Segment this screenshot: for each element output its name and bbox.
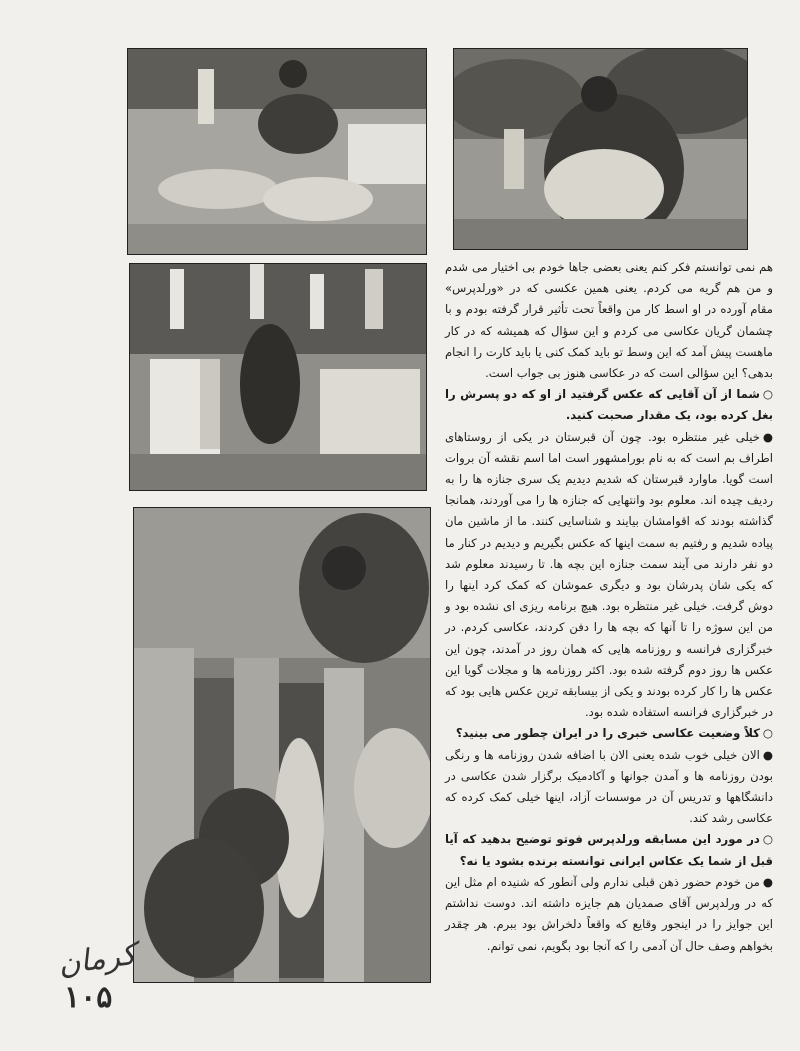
question-marker: ○: [762, 387, 773, 402]
paragraph-intro: هم نمی توانستم فکر کنم یعنی بعضی جاها خودم بی اختیار می شدم و من هم گریه می کردم. یعنی همین عکسی که در «ورلدپرس» مقام آورده در او اسط کار من واقعاً تحت تأثیر قرار گرفته بودم و با چشمان گریان عکاسی می کردم و این سؤال که همیشه که در کار ماهست پیش آمد که این وسط تو باید کمک کنی یا باید کارت را انجام بدهی؟ این سؤالی است که در عکاسی هنوز بی جواب است.: [445, 260, 773, 381]
page-number: ۱۰۵: [64, 980, 113, 1015]
answer-2-text: الان خیلی خوب شده یعنی الان با اضافه شدن روزنامه ها و رنگی بودن روزنامه ها و آمدن جوانها و آکادمیک برگزار شدن عکاسی در دانشگاهها و تدریس آن در موسسات آزاد، اینها خیلی کمک کرده که عکاسی رشد کند.: [445, 747, 773, 826]
question-1: [445, 384, 773, 426]
question-marker: ○: [762, 726, 773, 741]
question-3: [445, 829, 773, 871]
question-2: [445, 723, 773, 744]
photo-man-kneeling-by-bodies: [127, 48, 427, 255]
answer-3-text: من خودم حضور ذهن قبلی ندارم ولی آنطور که شنیده ام مثل این که در ورلدپرس آقای صمدیان هم جایزه داشته اند. دوست نداشتم این جوایز را در اینجور وقایع که واقعاً دلخراش بود ببرم. هر چقدر بخواهم وصف حال آن آدمی را که آنجا بود بگویم، نمی توانم.: [445, 874, 773, 953]
photo-cemetery-with-flags: [129, 263, 427, 491]
answer-marker: ●: [762, 429, 773, 444]
question-1-text: شما از آن آقایی که عکس گرفتید از او که دو پسرش را بغل کرده بود، یک مقدار صحبت کنید.: [445, 387, 773, 423]
answer-3: [445, 872, 773, 957]
question-3-text: در مورد این مسابقه ورلدپرس فوتو توضیح بدهید که آیا قبل از شما یک عکاس ایرانی توانسته برنده بشود یا نه؟: [445, 832, 773, 868]
magazine-logo: کرمان: [55, 936, 139, 983]
article-text: [445, 257, 773, 957]
answer-2: [445, 745, 773, 830]
answer-1: [445, 427, 773, 724]
answer-marker: ●: [762, 747, 773, 762]
question-2-text: کلاً وضعیت عکاسی خبری را در ایران چطور می بینید؟: [455, 726, 760, 741]
question-marker: ○: [762, 832, 773, 847]
answer-1-text: خیلی غیر منتظره بود. چون آن قبرستان در یکی از روستاهای اطراف بم است که به نام بورامشهور است اما اسم نقشه آن بروات است گویا. ماوارد قبرستان که شدیم دیدیم یک سری جنازه ها را به ردیف چیده اند. معلوم بود وانتهایی که جنازه ها را می آوردند، همانجا گذاشته بودند که اقوامشان بیایند و شناسایی کنند. ما از ماشین مان پیاده شدیم و رفتیم به سمت اینها که عکس بگیریم و دیدیم در کنار ما دو نفر دارند می آیند سمت جنازه این بچه ها. تا رسیدند معلوم شد که یکی شان پدرشان بود و دیگری عموشان که کمک کرد اینها را دوش گرفت. خیلی غیر منتظره بود. هیچ برنامه ریزی ای نشده بود و من این سوژه را تا آنها که بچه ها را دفن کردند، عکاسی کردم. در خبرگزاری فرانسه و روزنامه هایی که همان روز در آمدند، چون این عکس ها روز دوم گرفته شده بود. اکثر روزنامه ها و مجلات گویا این عکس ها را کار کرده بودند و یکی از بیسابقه ترین عکس هایی بود که در خبرگزاری فرانسه استفاده شده بود.: [445, 429, 773, 720]
answer-marker: ●: [762, 874, 773, 889]
photo-man-carrying-child: [453, 48, 748, 250]
photo-mass-grave: [133, 507, 431, 983]
